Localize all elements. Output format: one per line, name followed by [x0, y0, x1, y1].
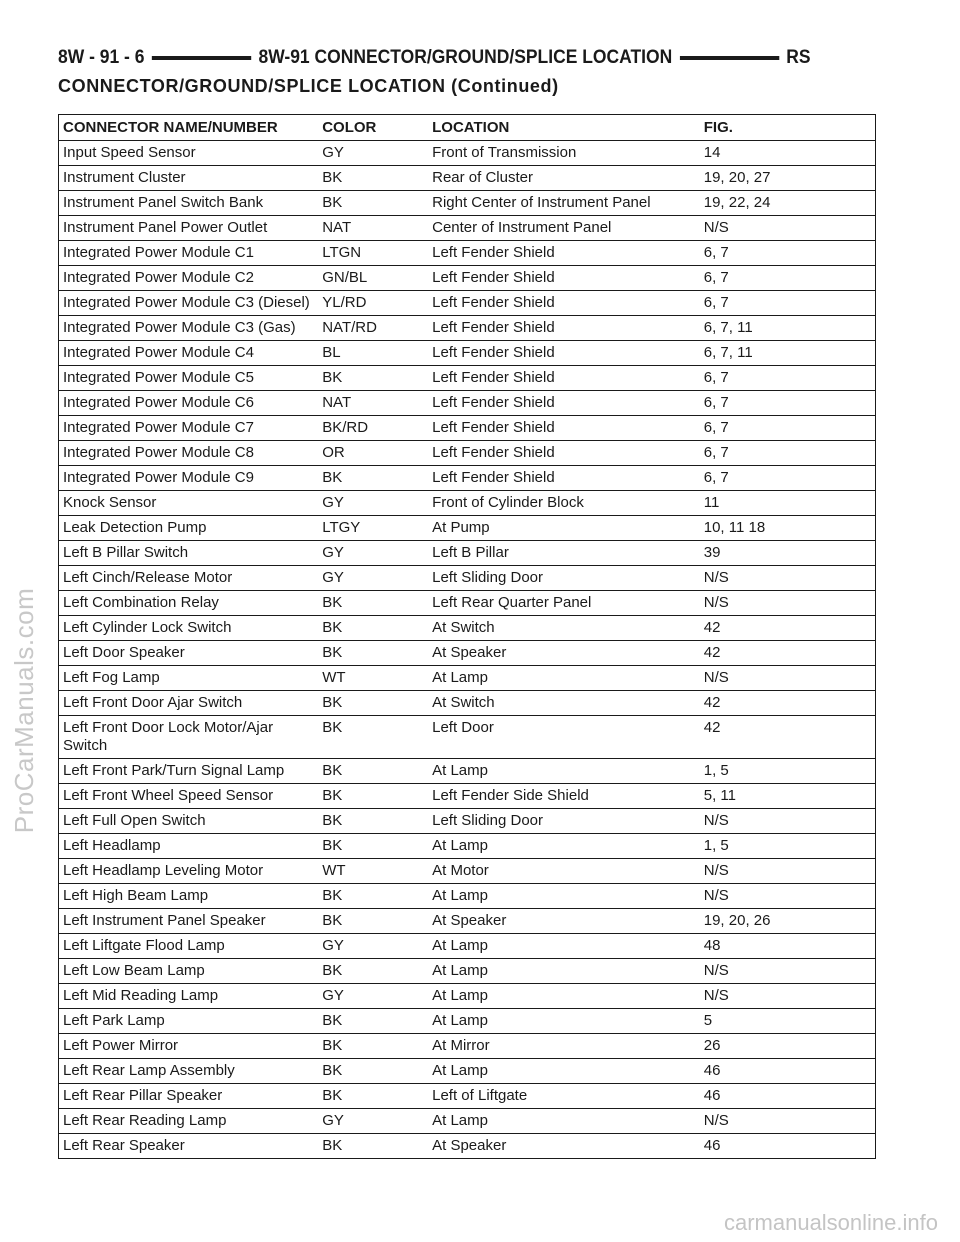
location-cell: At Mirror [428, 1034, 700, 1059]
connector-name-cell: Left Front Door Lock Motor/Ajar Switch [59, 716, 319, 759]
table-row [59, 884, 876, 909]
connector-name-cell: Left Full Open Switch [59, 809, 319, 834]
table-row [59, 566, 876, 591]
color-cell: BK [318, 809, 428, 834]
header-rule-left [152, 56, 251, 60]
location-cell: Left Fender Shield [428, 241, 700, 266]
location-cell: At Speaker [432, 1137, 507, 1154]
connector-name-cell: Instrument Cluster [59, 166, 319, 191]
table-row [59, 616, 876, 641]
connector-name-cell: Left Door Speaker [59, 641, 319, 666]
location-cell: At Lamp [428, 1109, 700, 1134]
connector-name-cell: Left Combination Relay [59, 591, 319, 616]
location-cell: Left Fender Shield [428, 466, 700, 491]
color-cell: BK [318, 1059, 428, 1084]
color-cell: GN/BL [318, 266, 428, 291]
connector-name-cell: Left Power Mirror [59, 1034, 319, 1059]
color-cell: BK [318, 1009, 428, 1034]
color-cell: BK [318, 784, 428, 809]
column-header: CONNECTOR NAME/NUMBER [59, 115, 319, 141]
color-cell: YL/RD [318, 291, 428, 316]
fig-cell: 19, 20, 26 [700, 909, 876, 934]
table-row [59, 241, 876, 266]
color-cell: GY [318, 491, 428, 516]
table-row [59, 366, 876, 391]
header-rule-right [680, 56, 779, 60]
page-heading: CONNECTOR/GROUND/SPLICE LOCATION (Continued) [58, 76, 559, 96]
connector-name-cell: Left Park Lamp [59, 1009, 319, 1034]
connector-name-cell: Input Speed Sensor [59, 141, 319, 166]
table-row [59, 141, 876, 166]
connector-name-cell: Integrated Power Module C9 [59, 466, 319, 491]
fig-cell: 1, 5 [700, 834, 876, 859]
bottom-watermark: carmanualsonline.info [723, 1210, 938, 1235]
location-cell: Left Fender Shield [428, 416, 700, 441]
color-cell: BK/RD [318, 416, 428, 441]
table-row [59, 1059, 876, 1084]
color-cell: BK [318, 191, 428, 216]
fig-cell: 46 [700, 1059, 876, 1084]
table-row [59, 316, 876, 341]
color-cell: GY [318, 1109, 428, 1134]
table-row [59, 934, 876, 959]
color-cell: LTGN [318, 241, 428, 266]
color-cell: BK [318, 834, 428, 859]
location-cell: Rear of Cluster [428, 166, 700, 191]
table-row [59, 1109, 876, 1134]
table-row [59, 441, 876, 466]
connector-name-cell: Integrated Power Module C7 [59, 416, 319, 441]
table-row [59, 1134, 876, 1159]
fig-cell: 6, 7 [700, 241, 876, 266]
color-cell: BK [318, 1084, 428, 1109]
color-cell: BL [318, 341, 428, 366]
color-cell: NAT [318, 391, 428, 416]
color-cell: OR [318, 441, 428, 466]
fig-cell: N/S [700, 859, 876, 884]
location-cell: Left Fender Shield [428, 366, 700, 391]
connector-name-cell: Integrated Power Module C4 [59, 341, 319, 366]
location-cell: At Lamp [428, 934, 700, 959]
connector-name-cell: Left Front Wheel Speed Sensor [59, 784, 319, 809]
location-cell: At Switch [428, 616, 700, 641]
table-row [59, 491, 876, 516]
table-row [59, 216, 876, 241]
fig-cell: 39 [700, 541, 876, 566]
fig-cell: N/S [700, 959, 876, 984]
table-body [59, 141, 876, 1159]
fig-cell: 1, 5 [700, 759, 876, 784]
table-row [59, 191, 876, 216]
fig-cell: N/S [700, 984, 876, 1009]
connector-name-cell: Integrated Power Module C8 [59, 441, 319, 466]
table-row [59, 466, 876, 491]
fig-cell: 42 [700, 691, 876, 716]
color-cell: BK [318, 959, 428, 984]
connector-name-cell: Instrument Panel Switch Bank [59, 191, 319, 216]
page-header [58, 45, 811, 71]
fig-cell: 26 [700, 1034, 876, 1059]
connector-name-cell: Left Front Park/Turn Signal Lamp [59, 759, 319, 784]
location-cell: Center of Instrument Panel [428, 216, 700, 241]
table-row [59, 266, 876, 291]
connector-name-cell: Left Rear Reading Lamp [59, 1109, 319, 1134]
table-row [59, 291, 876, 316]
connector-name-cell: Integrated Power Module C2 [59, 266, 319, 291]
fig-cell: 42 [700, 641, 876, 666]
color-cell: BK [318, 466, 428, 491]
connector-name-cell: Left Front Door Ajar Switch [59, 691, 319, 716]
table-header-row [59, 115, 876, 141]
location-cell: At Lamp [428, 1059, 700, 1084]
table-row [59, 859, 876, 884]
location-cell: Left Sliding Door [428, 809, 700, 834]
location-cell: Left Fender Shield [428, 441, 700, 466]
location-cell: At Switch [428, 691, 700, 716]
location-cell: Left Rear Quarter Panel [428, 591, 700, 616]
fig-cell: N/S [700, 591, 876, 616]
location-cell: Left of Liftgate [428, 1084, 700, 1109]
fig-cell: 6, 7 [700, 366, 876, 391]
fig-cell: N/S [700, 884, 876, 909]
location-cell: Front of Cylinder Block [428, 491, 700, 516]
color-cell: BK [318, 759, 428, 784]
location-cell: Right Center of Instrument Panel [428, 191, 700, 216]
column-header: LOCATION [428, 115, 700, 141]
color-cell: WT [318, 666, 428, 691]
location-cell: At Lamp [428, 666, 700, 691]
color-cell: GY [318, 566, 428, 591]
column-header: FIG. [700, 115, 876, 141]
connector-name-cell: Left Headlamp [59, 834, 319, 859]
table-row [59, 541, 876, 566]
page-number: 8W - 91 - 6 [58, 47, 145, 68]
fig-cell: 6, 7 [700, 441, 876, 466]
location-cell: At Lamp [428, 1009, 700, 1034]
location-cell: At Lamp [428, 759, 700, 784]
location-cell: At Lamp [428, 984, 700, 1009]
connector-name-cell: Left Liftgate Flood Lamp [59, 934, 319, 959]
fig-cell: 48 [700, 934, 876, 959]
table-row [59, 166, 876, 191]
location-cell: At Lamp [428, 959, 700, 984]
color-cell: GY [318, 934, 428, 959]
section-title: 8W-91 CONNECTOR/GROUND/SPLICE LOCATION [258, 47, 673, 68]
connector-name-cell: Left Cinch/Release Motor [59, 566, 319, 591]
connector-name-cell: Left Fog Lamp [59, 666, 319, 691]
fig-cell: 6, 7 [700, 291, 876, 316]
location-cell: At Speaker [428, 641, 700, 666]
fig-cell: 10, 11 18 [700, 516, 876, 541]
connector-name-cell: Left Rear Lamp Assembly [59, 1059, 319, 1084]
fig-cell: 6, 7 [700, 466, 876, 491]
connector-name-cell: Left Cylinder Lock Switch [59, 616, 319, 641]
fig-cell: 14 [700, 141, 876, 166]
fig-cell: 46 [700, 1084, 876, 1109]
table-row [59, 516, 876, 541]
fig-cell: N/S [700, 1109, 876, 1134]
table-row [59, 1084, 876, 1109]
color-cell: BK [318, 1034, 428, 1059]
fig-cell: 19, 20, 27 [700, 166, 876, 191]
connector-name-cell: Knock Sensor [59, 491, 319, 516]
location-cell: Left B Pillar [428, 541, 700, 566]
color-cell: BK [318, 909, 428, 934]
fig-cell: 11 [700, 491, 876, 516]
table-row [59, 1034, 876, 1059]
table-row [59, 391, 876, 416]
location-cell: Left Fender Shield [428, 341, 700, 366]
table-row [59, 909, 876, 934]
location-cell: Left Fender Shield [428, 266, 700, 291]
table-row [59, 416, 876, 441]
table-row [59, 834, 876, 859]
connector-name-cell: Left Instrument Panel Speaker [59, 909, 319, 934]
table-row [59, 716, 876, 759]
location-cell: Left Sliding Door [428, 566, 700, 591]
location-cell: Left Door [428, 716, 700, 759]
table-row [59, 759, 876, 784]
color-cell: WT [318, 859, 428, 884]
location-cell: At Motor [428, 859, 700, 884]
connector-name-cell: Left Rear Pillar Speaker [59, 1084, 319, 1109]
connector-name-cell: Left Headlamp Leveling Motor [59, 859, 319, 884]
connector-name-cell: Leak Detection Pump [59, 516, 319, 541]
location-cell: At Lamp [428, 884, 700, 909]
color-cell: GY [318, 984, 428, 1009]
connector-name-cell: Integrated Power Module C6 [59, 391, 319, 416]
color-cell: BK [318, 366, 428, 391]
location-cell: Left Fender Shield [428, 291, 700, 316]
color-cell: BK [318, 166, 428, 191]
connector-name-cell: Integrated Power Module C3 (Gas) [59, 316, 319, 341]
connector-name-cell: Left High Beam Lamp [59, 884, 319, 909]
color-cell: BK [322, 1137, 343, 1154]
fig-cell: 6, 7 [700, 391, 876, 416]
fig-cell: N/S [700, 566, 876, 591]
table-row [59, 984, 876, 1009]
color-cell: BK [318, 591, 428, 616]
color-cell: BK [318, 884, 428, 909]
location-cell: Left Fender Side Shield [428, 784, 700, 809]
fig-cell: 46 [703, 1137, 721, 1154]
table-row [59, 959, 876, 984]
color-cell: GY [318, 141, 428, 166]
fig-cell: 42 [700, 716, 876, 759]
fig-cell: 42 [700, 616, 876, 641]
table-row [59, 641, 876, 666]
connector-name-cell: Integrated Power Module C1 [59, 241, 319, 266]
connector-name-cell: Left Rear Speaker [63, 1137, 185, 1154]
fig-cell: 5, 11 [700, 784, 876, 809]
color-cell: NAT/RD [318, 316, 428, 341]
location-cell: At Lamp [428, 834, 700, 859]
fig-cell: 6, 7, 11 [700, 341, 876, 366]
color-cell: BK [318, 616, 428, 641]
fig-cell: N/S [700, 809, 876, 834]
table-row [59, 809, 876, 834]
connector-name-cell: Left Low Beam Lamp [59, 959, 319, 984]
color-cell: BK [318, 691, 428, 716]
fig-cell: N/S [700, 216, 876, 241]
color-cell: BK [318, 641, 428, 666]
color-cell: LTGY [318, 516, 428, 541]
location-cell: Left Fender Shield [428, 316, 700, 341]
location-cell: At Speaker [428, 909, 700, 934]
column-header: COLOR [318, 115, 428, 141]
connector-name-cell: Instrument Panel Power Outlet [59, 216, 319, 241]
side-watermark-text: ProCarManuals.com [9, 587, 40, 833]
fig-cell: 6, 7 [700, 416, 876, 441]
location-cell: At Pump [428, 516, 700, 541]
fig-cell: 6, 7, 11 [700, 316, 876, 341]
fig-cell: 6, 7 [700, 266, 876, 291]
table-row [59, 691, 876, 716]
table-row [59, 784, 876, 809]
table-row [59, 1009, 876, 1034]
location-cell: Front of Transmission [428, 141, 700, 166]
connector-name-cell: Left B Pillar Switch [59, 541, 319, 566]
fig-cell: N/S [700, 666, 876, 691]
fig-cell: 19, 22, 24 [700, 191, 876, 216]
table-row [59, 666, 876, 691]
side-watermark [9, 510, 40, 910]
fig-cell: 5 [700, 1009, 876, 1034]
table-row [59, 341, 876, 366]
vehicle-code: RS [786, 47, 811, 68]
connector-name-cell: Integrated Power Module C5 [59, 366, 319, 391]
table-row [59, 591, 876, 616]
color-cell: NAT [318, 216, 428, 241]
connector-table [58, 114, 876, 1159]
location-cell: Left Fender Shield [428, 391, 700, 416]
connector-name-cell: Integrated Power Module C3 (Diesel) [59, 291, 319, 316]
color-cell: GY [318, 541, 428, 566]
color-cell: BK [318, 716, 428, 759]
connector-name-cell: Left Mid Reading Lamp [59, 984, 319, 1009]
